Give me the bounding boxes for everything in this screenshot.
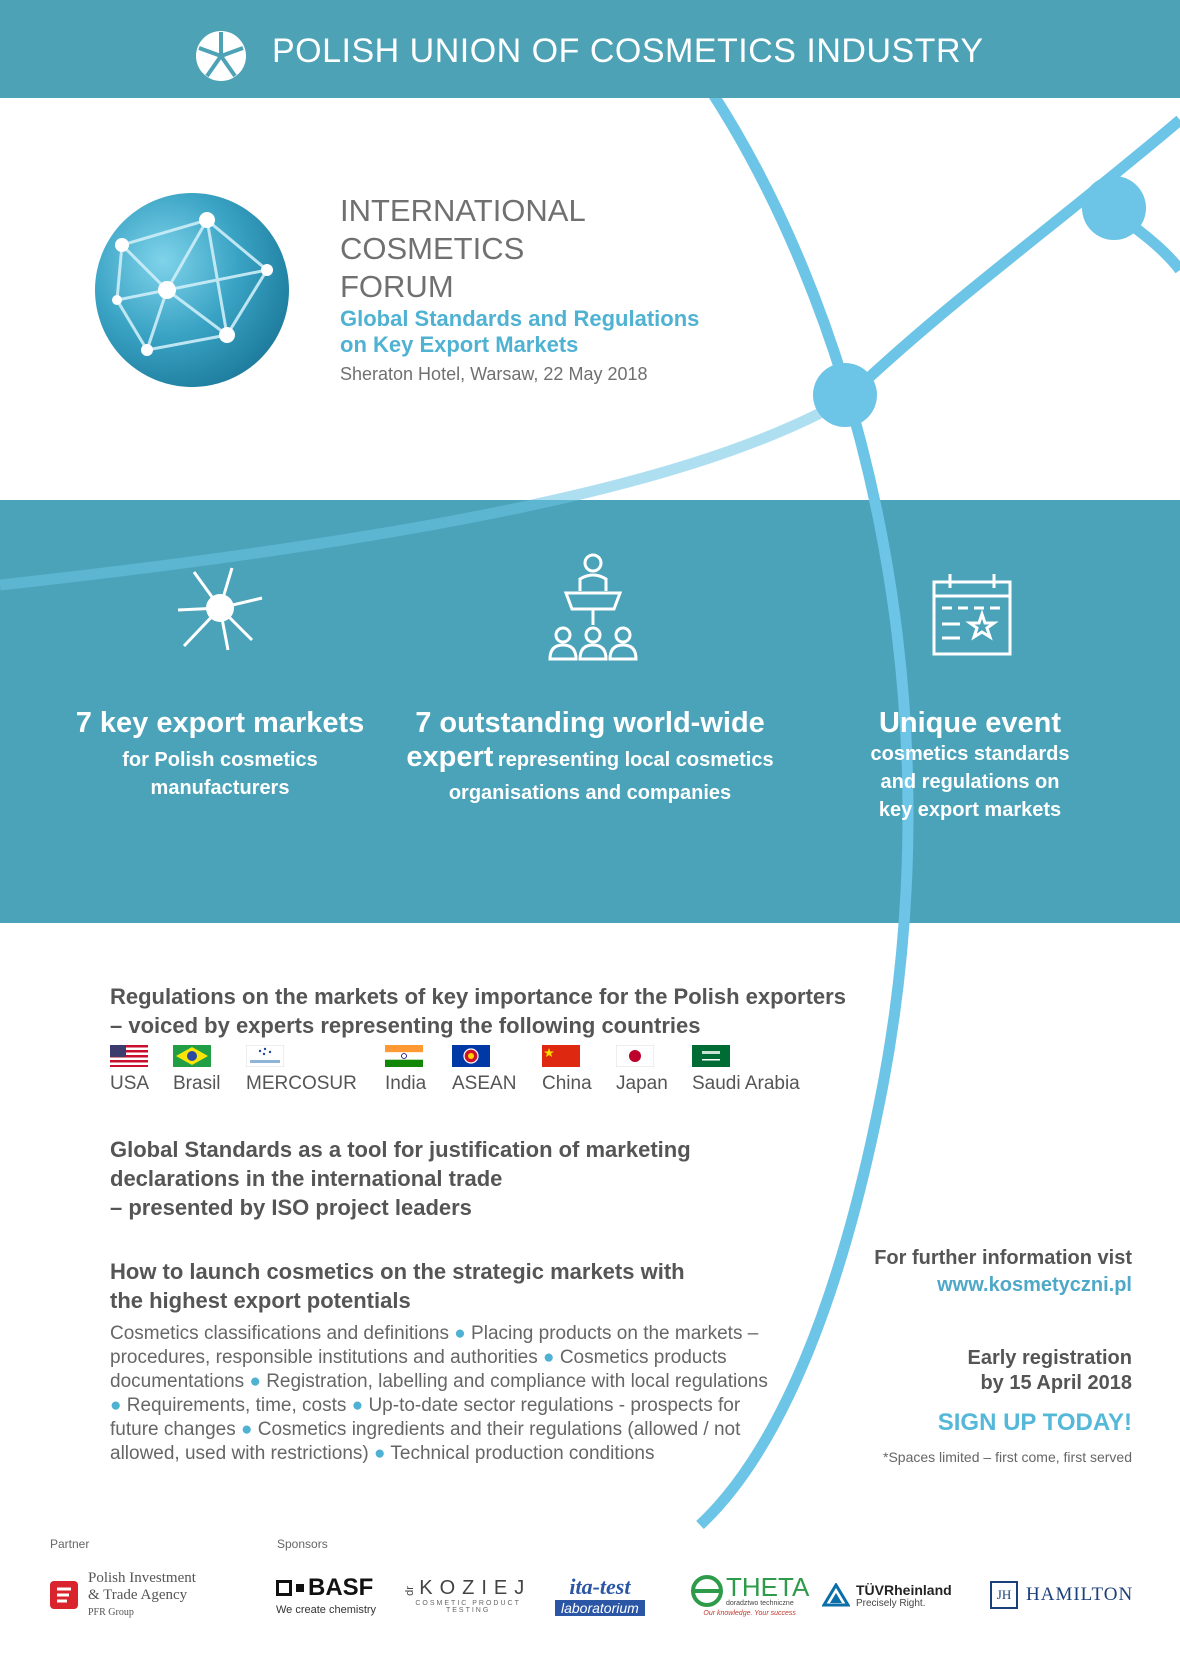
country-brasil [173, 1045, 221, 1095]
theta-logo [690, 1565, 809, 1625]
section-line: – presented by ISO project leaders [110, 1195, 472, 1220]
itatest-logo [555, 1565, 645, 1625]
title-line: FORUM [340, 269, 454, 304]
country-label: China [542, 1073, 592, 1094]
japan-flag-icon [616, 1045, 654, 1067]
country-mercosur [246, 1045, 357, 1095]
bullet-dot-icon: ● [240, 1419, 258, 1440]
subtitle-line: on Key Export Markets [340, 332, 579, 357]
section-line: the highest export potentials [110, 1288, 411, 1313]
calendar-star-icon [930, 570, 1014, 658]
sponsors-label: Sponsors [277, 1537, 328, 1551]
basf-mark-icon [276, 1580, 292, 1596]
spaces-note: *Spaces limited – first come, first served [883, 1449, 1132, 1465]
india-flag-icon [385, 1045, 423, 1067]
country-label: Japan [616, 1073, 668, 1094]
feature-heading: Unique event [878, 707, 1062, 739]
brazil-flag-icon [173, 1045, 211, 1067]
country-label: Saudi Arabia [692, 1073, 800, 1094]
china-flag-icon [542, 1045, 580, 1067]
speaker-audience-icon [538, 553, 648, 663]
partner-label: Partner [50, 1537, 90, 1551]
feature-text: and regulations on [880, 771, 1060, 793]
topic-item: Registration, labelling and compliance with local regulations [266, 1371, 768, 1392]
country-label: MERCOSUR [246, 1073, 357, 1094]
hamilton-name: HAMILTON [1026, 1584, 1134, 1605]
mercosur-flag-icon [246, 1045, 284, 1067]
koziej-name: KOZIEJ [419, 1576, 532, 1599]
topic-item: Cosmetics classifications and definitions [110, 1323, 449, 1344]
country-label: ASEAN [452, 1073, 517, 1094]
topic-item: Up-to-date sector regulations - prospects for future changes [110, 1395, 741, 1440]
koziej-dr: dr [403, 1585, 416, 1596]
country-label: India [385, 1073, 427, 1094]
org-name: POLISH UNION OF COSMETICS INDUSTRY [272, 32, 984, 70]
paih-logo [50, 1565, 225, 1625]
theta-name: THETA [726, 1572, 810, 1602]
topic-item: Requirements, time, costs [126, 1395, 347, 1416]
feature-text: manufacturers [150, 777, 290, 799]
topic-item: Technical production conditions [390, 1443, 655, 1464]
saudi-flag-icon [692, 1045, 730, 1067]
feature-text: organisations and companies [448, 782, 732, 804]
topics-list [110, 1322, 770, 1466]
country-asean [452, 1045, 516, 1095]
further-info-label: For further information vist [874, 1247, 1132, 1269]
itatest-sub: laboratorium [555, 1600, 645, 1616]
basf-logo [276, 1565, 376, 1625]
section-line: Global Standards as a tool for justification of marketing [110, 1137, 691, 1162]
feature-text: representing local cosmetics [497, 749, 774, 771]
registration-block [883, 1347, 1132, 1465]
section-line: – voiced by experts representing the following countries [110, 1013, 701, 1038]
basf-name: BASF [308, 1574, 374, 1601]
tuv-triangle-icon [822, 1583, 850, 1607]
info-block [874, 1247, 1132, 1297]
paih-mark-icon [50, 1581, 78, 1609]
section-line: Regulations on the markets of key importance for the Polish exporters [110, 984, 846, 1009]
tuv-tagline: Precisely Right. [856, 1597, 926, 1609]
asean-flag-icon [452, 1045, 490, 1067]
tuv-name: TÜVRheinland [856, 1581, 952, 1598]
topic-item: Cosmetics ingredients and their regulations (allowed / not allowed, used with restrictions) [110, 1419, 741, 1464]
section-regulations-title [110, 982, 846, 1040]
paih-line: PFR Group [88, 1606, 134, 1618]
feature-unique-event [835, 706, 1105, 824]
bullet-dot-icon: ● [454, 1323, 472, 1344]
early-registration: Early registration [967, 1347, 1132, 1369]
export-arrows-icon [172, 560, 268, 656]
country-japan [616, 1045, 668, 1095]
signup-cta[interactable]: SIGN UP TODAY! [937, 1409, 1132, 1436]
country-india [385, 1045, 426, 1095]
basf-tagline: We create chemistry [276, 1604, 377, 1616]
section-line: declarations in the international trade [110, 1166, 503, 1191]
feature-heading: 7 key export markets [75, 707, 365, 739]
theta-sub: doradztwo techniczne [726, 1600, 794, 1607]
title-line: INTERNATIONAL [340, 193, 586, 228]
itatest-name: ita-test [569, 1574, 631, 1599]
feature-export-markets [60, 706, 380, 802]
bullet-dot-icon: ● [110, 1395, 127, 1416]
topic-item: Cosmetics products documentations [110, 1347, 727, 1392]
title-line: COSMETICS [340, 231, 525, 266]
usa-flag-icon [110, 1045, 148, 1067]
country-saudi-arabia [692, 1045, 800, 1095]
koziej-tagline: COSMETIC PRODUCT [415, 1599, 521, 1607]
subtitle-line: Global Standards and Regulations [340, 306, 700, 331]
country-label: Brasil [173, 1073, 221, 1094]
feature-text: for Polish cosmetics [122, 749, 318, 771]
koziej-logo [405, 1565, 531, 1625]
feature-heading-cont: expert [406, 741, 494, 773]
feature-text: cosmetics standards [870, 743, 1070, 765]
forum-subtitle [340, 306, 699, 358]
header-bar [0, 0, 1180, 98]
country-label: USA [110, 1073, 150, 1094]
hamilton-mark: JH [990, 1581, 1018, 1609]
paih-line: & Trade Agency [88, 1586, 188, 1603]
tuv-logo [822, 1565, 952, 1625]
section-line: How to launch cosmetics on the strategic markets with [110, 1259, 685, 1284]
bullet-dot-icon: ● [374, 1443, 391, 1464]
topic-item: Placing products on the markets – procedures, responsible institutions and authorities [110, 1323, 759, 1368]
website-link[interactable]: www.kosmetyczni.pl [937, 1274, 1132, 1296]
venue-date: Sheraton Hotel, Warsaw, 22 May 2018 [340, 364, 648, 384]
globe-icon [92, 190, 292, 390]
hamilton-logo [990, 1565, 1133, 1625]
feature-experts [380, 706, 800, 807]
union-logo-icon [195, 30, 247, 82]
feature-heading: 7 outstanding world-wide [415, 707, 765, 739]
section-global-standards-title [110, 1135, 691, 1222]
section-launch-title [110, 1257, 685, 1315]
country-china [542, 1045, 592, 1095]
early-registration-date: by 15 April 2018 [980, 1372, 1132, 1394]
basf-mark-icon [296, 1584, 304, 1592]
paih-line: Polish Investment [88, 1569, 196, 1586]
bullet-dot-icon: ● [249, 1371, 267, 1392]
bullet-dot-icon: ● [351, 1395, 369, 1416]
forum-title [340, 192, 586, 306]
feature-text: key export markets [878, 799, 1062, 821]
theta-tagline: Our knowledge. Your success [703, 1609, 796, 1617]
koziej-tagline: TESTING [445, 1606, 491, 1614]
theta-mark-icon [690, 1574, 724, 1608]
bullet-dot-icon: ● [543, 1347, 560, 1368]
country-usa [110, 1045, 149, 1095]
